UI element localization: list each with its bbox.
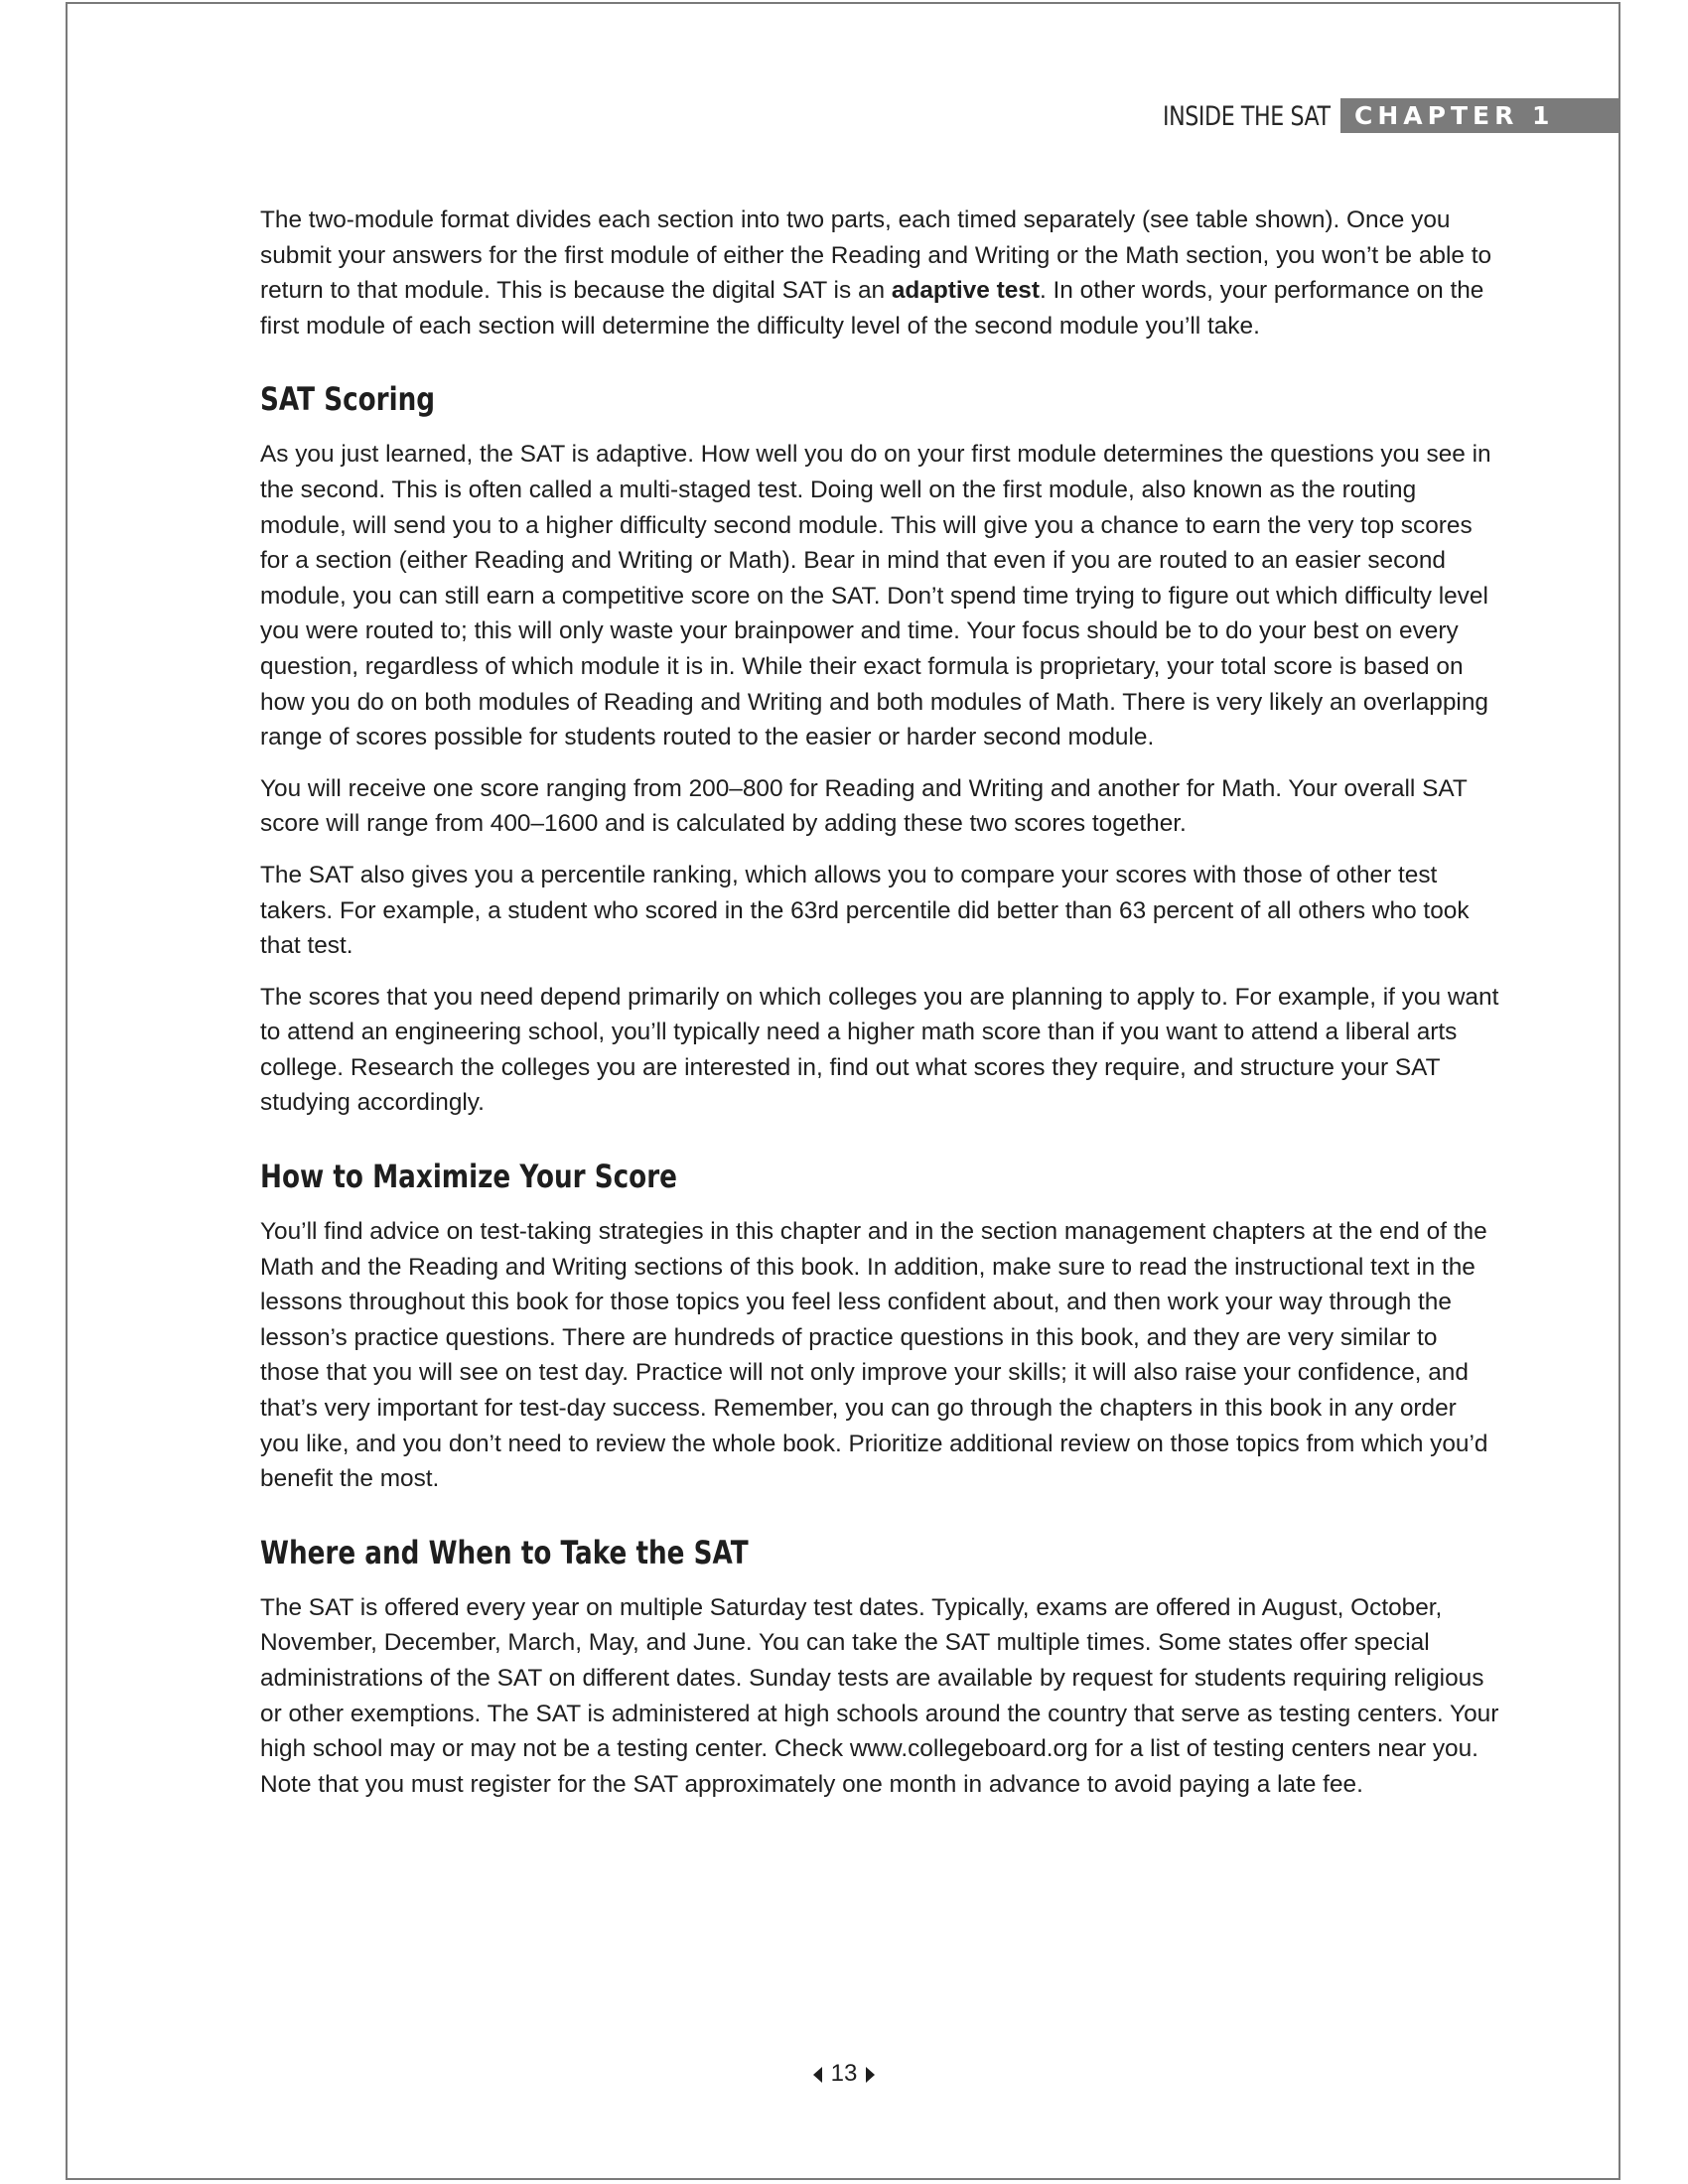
heading-maximize-score: How to Maximize Your Score [260, 1158, 677, 1196]
page-border-top [66, 2, 1620, 4]
intro-paragraph [260, 203, 1501, 343]
scoring-paragraph-2: You will receive one score ranging from 200–800 for Reading and Writing and another for Math. Your overall SAT score will range from 400–1600 and is calculated by adding these two scores together. [260, 774, 1468, 838]
heading-where-when: Where and When to Take the SAT [260, 1533, 749, 1571]
chapter-tab [1340, 98, 1620, 133]
page-folio [0, 2058, 1688, 2090]
scoring-paragraph-1: As you just learned, the SAT is adaptive. How well you do on your first module determines the questions you see in the second. This is often called a multi-staged test. Doing well on the first module, also known as the routing module, will send you to a higher difficulty second module. This will give you a chance to earn the very top scores for a section (either Reading and Writing or Math). Bear in mind that even if you are routed to an easier second module, you can still earn a competitive score on the SAT. Don’t spend time trying to figure out which difficulty level you were routed to; this will only waste your brainpower and time. Your focus should be to do your best on every question, regardless of which module it is in. While their exact formula is proprietary, your total score is based on how you do on both modules of Reading and Writing and both modules of Math. There is very likely an overlapping range of scores possible for students routed to the easier or harder second module. [260, 441, 1491, 751]
running-head-title: INSIDE THE SAT [1163, 101, 1331, 132]
page-border-left [66, 2, 68, 2180]
where-when-paragraph-1: The SAT is offered every year on multiple Saturday test dates. Typically, exams are offered in August, October, November, December, March, May, and June. You can take the SAT multiple times. Some states offer special administrations of the SAT on different dates. Sunday tests are available by request for students requiring religious or other exemptions. The SAT is administered at high schools around the country that serve as testing centers. Your high school may or may not be a testing center. Check www.collegeboard.org for a list of testing centers near you. Note that you must register for the SAT approximately one month in advance to avoid paying a late fee. [260, 1593, 1499, 1798]
page-border-right [1618, 2, 1620, 2180]
page-content [260, 203, 1501, 1818]
chapter-tab-label: CHAPTER 1 [1354, 101, 1555, 130]
scoring-paragraph-4: The scores that you need depend primarily on which colleges you are planning to apply to. For example, if you want to attend an engineering school, you’ll typically need a higher math score than if you want to attend a liberal arts college. Research the colleges you are interested in, find out what scores they require, and structure your SAT studying accordingly. [260, 983, 1499, 1117]
page-border-bottom [66, 2178, 1620, 2180]
bold-term-adaptive-test: adaptive test [891, 277, 1040, 305]
page-number: 13 [830, 2060, 858, 2087]
triangle-right-icon [866, 2067, 875, 2083]
triangle-left-icon [813, 2067, 822, 2083]
heading-sat-scoring: SAT Scoring [260, 380, 436, 419]
intro-text-start: The two-module format divides each section into two parts, each timed separately (see table shown). Once you submit your answers for the first module of either the Reading and Writing or the Math section, you won’t be able to return to that module. This is because the digital SAT is an [260, 206, 1492, 305]
scoring-paragraph-3: The SAT also gives you a percentile ranking, which allows you to compare your scores with those of other test takers. For example, a student who scored in the 63rd percentile did better than 63 percent of all others who took that test. [260, 861, 1470, 960]
intro-text-end: . In other words, your performance on the first module of each section will determine the difficulty level of the second module you’ll take. [260, 277, 1484, 340]
maximize-paragraph-1: You’ll find advice on test-taking strategies in this chapter and in the section management chapters at the end of the Math and the Reading and Writing sections of this book. In addition, make sure to read the instructional text in the lessons throughout this book for those topics you feel less confident about, and then work your way through the lesson’s practice questions. There are hundreds of practice questions in this book, and they are very similar to those that you will see on test day. Practice will not only improve your skills; it will also raise your confidence, and that’s very important for test-day success. Remember, you can go through the chapters in this book in any order you like, and you don’t need to review the whole book. Prioritize additional review on those topics from which you’d benefit the most. [260, 1218, 1488, 1493]
